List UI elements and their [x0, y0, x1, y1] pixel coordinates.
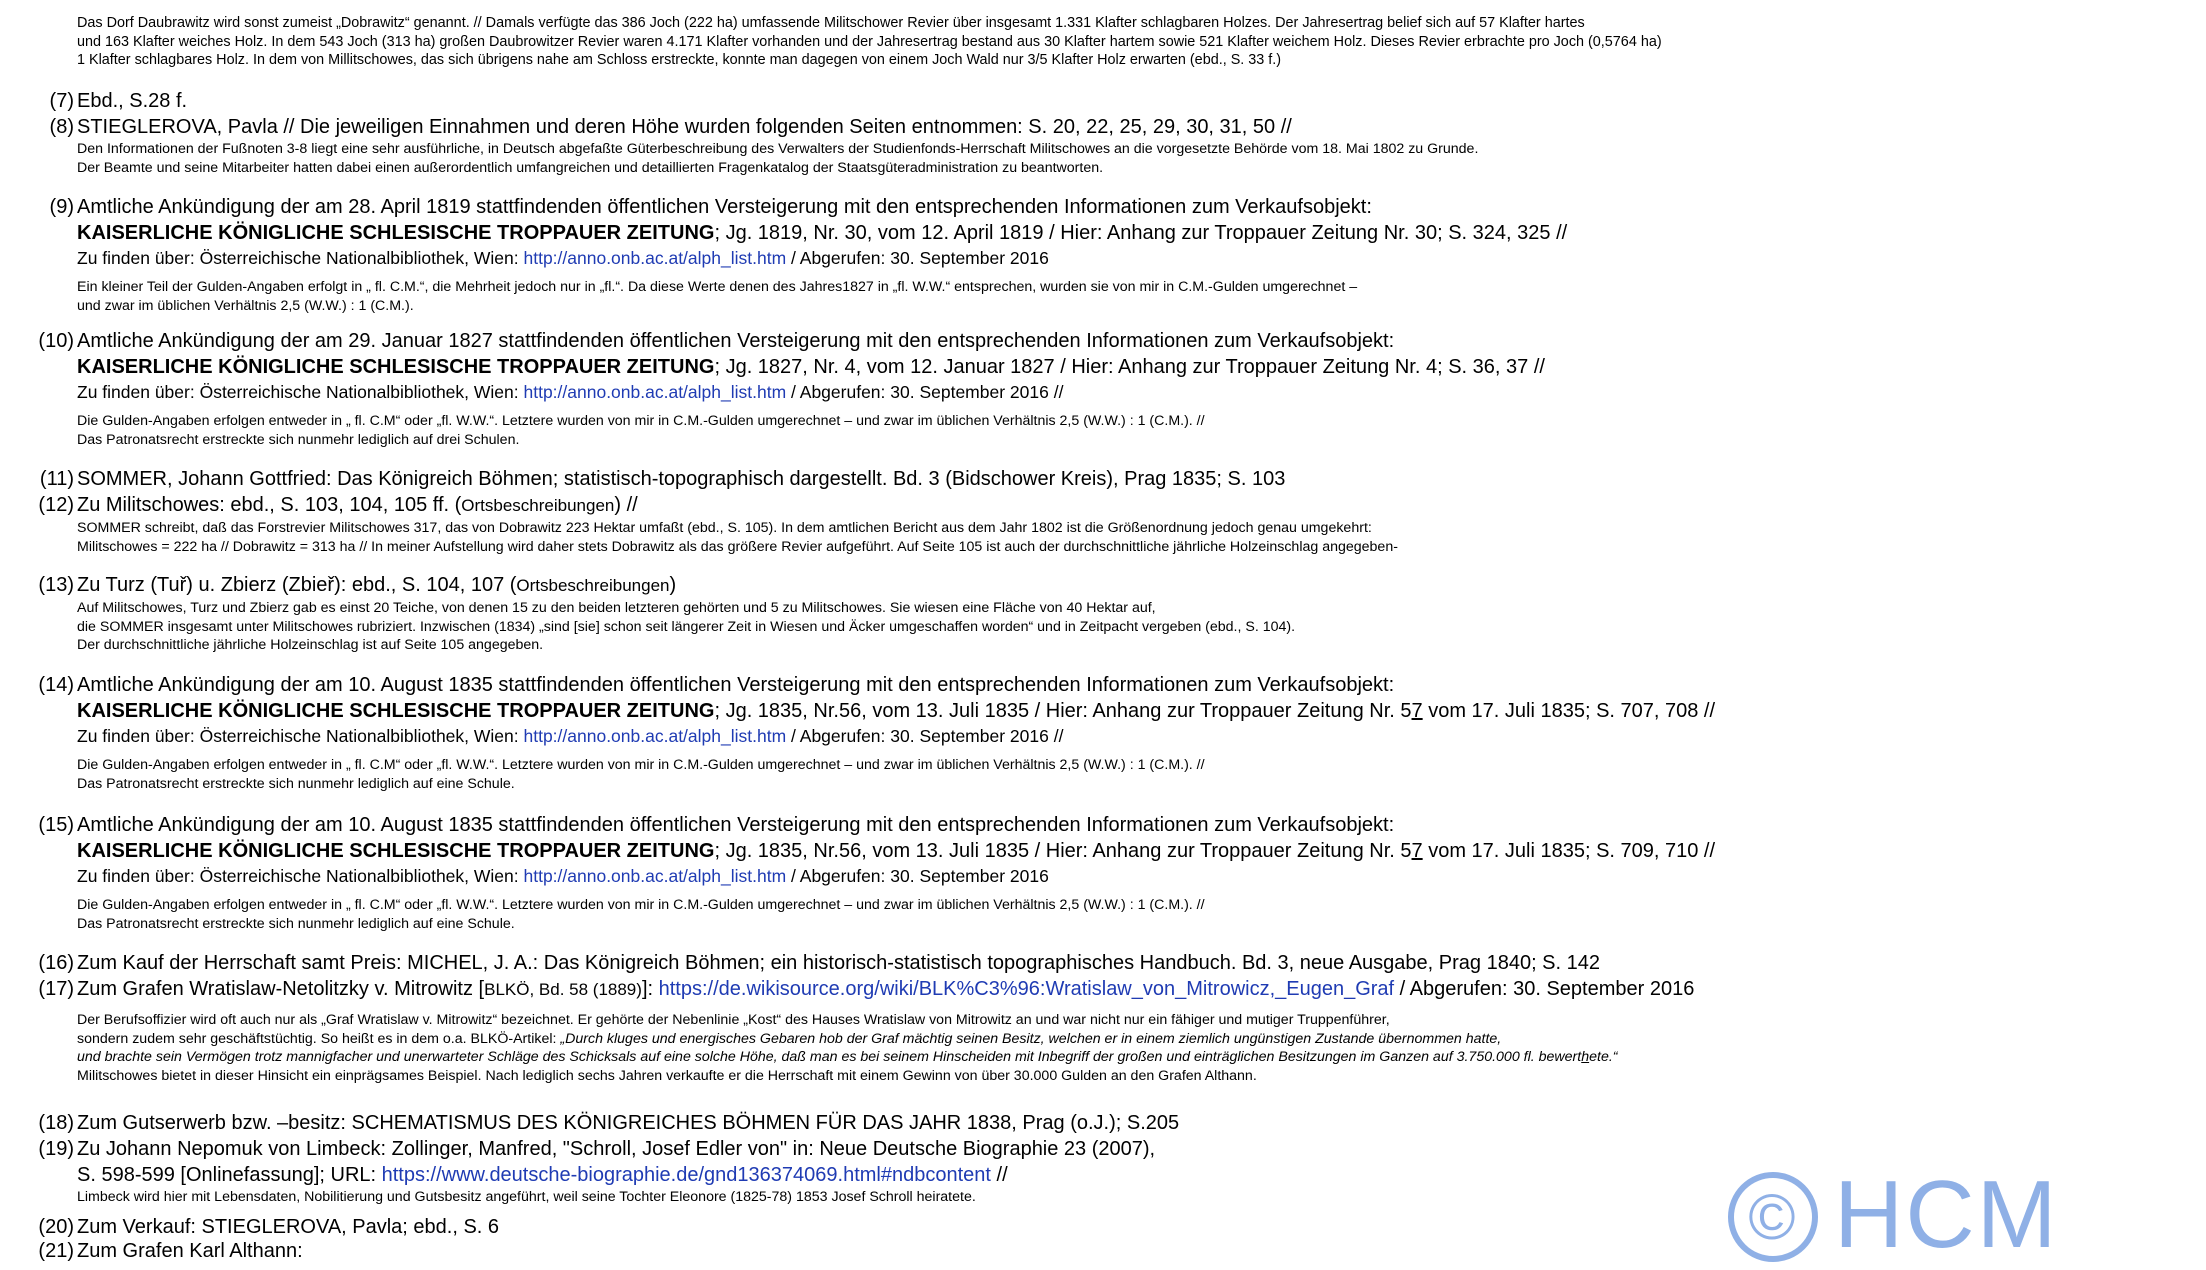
- copyright-icon: ©: [1728, 1172, 1818, 1262]
- anno-link[interactable]: http://anno.onb.ac.at/alph_list.htm: [523, 726, 787, 746]
- footnote-note: Das Patronatsrecht erstreckte sich nunmehr lediglich auf eine Schule.: [77, 915, 515, 932]
- footnote-note: Limbeck wird hier mit Lebensdaten, Nobilitierung und Gutsbesitz angeführt, weil seine Tochter Eleonore (1825-78) 1853 Josef Schroll heiratete.: [77, 1189, 976, 1205]
- footnote-reference: Zu finden über: Österreichische Nationalbibliothek, Wien: http://anno.onb.ac.at/alph_list.htm / Abgerufen: 30. September 2016: [77, 248, 1049, 268]
- footnote-note: und zwar im üblichen Verhältnis 2,5 (W.W.) : 1 (C.M.).: [77, 297, 414, 314]
- footnote-number: (14): [38, 674, 74, 696]
- newspaper-title: KAISERLICHE KÖNIGLICHE SCHLESISCHE TROPPAUER ZEITUNG: [77, 222, 715, 244]
- intro-line: Das Dorf Daubrawitz wird sonst zumeist „Dobrawitz“ genannt. // Damals verfügte das 386 Joch (222 ha) umfassende Militschower Revier über insgesamt 1.331 Klafter schlagbaren Holzes. Der Jahresertrag belief sich auf 57 Klafter hartes: [77, 15, 1585, 31]
- footnote-note: sondern zudem sehr geschäftstüchtig. So heißt es in dem o.a. BLKÖ-Artikel: „Durch kluges und energisches Gebaren hob der Graf mächtig seinen Besitz, welchen er in einem ziemlich ungünstigen Zustande übernommen hatte,: [77, 1030, 1502, 1047]
- footnote-number: (18): [38, 1112, 74, 1134]
- newspaper-title: KAISERLICHE KÖNIGLICHE SCHLESISCHE TROPPAUER ZEITUNG: [77, 700, 715, 722]
- footnote-note: Ein kleiner Teil der Gulden-Angaben erfolgt in „ fl. C.M.“, die Mehrheit jedoch nur in „fl.“. Da diese Werte denen des Jahres1827 in „fl. W.W.“ entsprechen, wurden sie von mir in C.M.-Gulden umgerechnet –: [77, 279, 1358, 295]
- footnote-text: Amtliche Ankündigung der am 10. August 1835 stattfindenden öffentlichen Versteigerung mit den entsprechenden Informationen zum Verkaufsobjekt:: [77, 674, 1395, 696]
- footnote-text: Zum Verkauf: STIEGLEROVA, Pavla; ebd., S. 6: [77, 1216, 500, 1238]
- footnote-number: (19): [38, 1138, 74, 1160]
- anno-link[interactable]: http://anno.onb.ac.at/alph_list.htm: [523, 866, 787, 886]
- copyright-watermark: [1728, 1160, 2059, 1270]
- footnote-number: (12): [38, 494, 74, 516]
- newspaper-title: KAISERLICHE KÖNIGLICHE SCHLESISCHE TROPPAUER ZEITUNG: [77, 356, 715, 378]
- footnote-number: (8): [49, 116, 74, 138]
- footnote-reference: Zu finden über: Österreichische Nationalbibliothek, Wien: http://anno.onb.ac.at/alph_list.htm / Abgerufen: 30. September 2016 //: [77, 382, 1064, 402]
- footnote-note: Der Berufsoffizier wird oft auch nur als „Graf Wratislaw v. Mitrowitz“ bezeichnet. Er gehörte der Nebenlinie „Kost“ des Hauses Wratislaw von Mitrowitz an und war nicht nur ein fähiger und mutiger Truppenführer,: [77, 1012, 1390, 1028]
- footnote-text: Zu Militschowes: ebd., S. 103, 104, 105 ff. (Ortsbeschreibungen) //: [77, 494, 638, 516]
- anno-link[interactable]: http://anno.onb.ac.at/alph_list.htm: [523, 248, 787, 268]
- footnote-number: (7): [49, 90, 74, 112]
- footnote-number: (17): [38, 978, 74, 1000]
- footnote-note: Die Gulden-Angaben erfolgen entweder in „ fl. C.M“ oder „fl. W.W.“. Letztere wurden von mir in C.M.-Gulden umgerechnet – und zwar im üblichen Verhältnis 2,5 (W.W.) : 1 (C.M.). //: [77, 757, 1205, 773]
- footnote-text: Amtliche Ankündigung der am 28. April 1819 stattfindenden öffentlichen Versteigerung mit den entsprechenden Informationen zum Verkaufsobjekt:: [77, 196, 1372, 218]
- footnote-note: Den Informationen der Fußnoten 3-8 liegt eine sehr ausführliche, in Deutsch abgefaßte Güterbeschreibung des Verwalters der Studienfonds-Herrschaft Militschowes an die vorgesetzte Behörde vom 18. Mai 1802 zu Grunde.: [77, 141, 1479, 157]
- footnote-number: (11): [39, 468, 74, 490]
- footnote-number: (10): [38, 330, 74, 352]
- footnote-note: Die Gulden-Angaben erfolgen entweder in „ fl. C.M“ oder „fl. W.W.“. Letztere wurden von mir in C.M.-Gulden umgerechnet – und zwar im üblichen Verhältnis 2,5 (W.W.) : 1 (C.M.). //: [77, 897, 1205, 913]
- footnote-number: (20): [38, 1216, 74, 1238]
- footnote-text: Zum Gutserwerb bzw. –besitz: SCHEMATISMUS DES KÖNIGREICHES BÖHMEN FÜR DAS JAHR 1838, Prag (o.J.); S.205: [77, 1112, 1180, 1134]
- footnote-text: Amtliche Ankündigung der am 10. August 1835 stattfindenden öffentlichen Versteigerung mit den entsprechenden Informationen zum Verkaufsobjekt:: [77, 814, 1395, 836]
- footnote-number: (21): [38, 1240, 74, 1262]
- footnote-reference: Zu finden über: Österreichische Nationalbibliothek, Wien: http://anno.onb.ac.at/alph_list.htm / Abgerufen: 30. September 2016: [77, 866, 1049, 886]
- footnote-note: Militschowes = 222 ha // Dobrawitz = 313 ha // In meiner Aufstellung wird daher stets Dobrawitz als das größere Revier aufgeführt. Auf Seite 105 ist auch der durchschnittliche jährliche Holzeinschlag angegeben-: [77, 538, 1398, 555]
- footnote-note: Der durchschnittliche jährliche Holzeinschlag ist auf Seite 105 angegeben.: [77, 637, 544, 653]
- footnote-text: S. 598-599 [Onlinefassung]; URL: https://www.deutsche-biographie.de/gnd136374069.html#ndbcontent //: [77, 1164, 1008, 1186]
- footnote-note: Die Gulden-Angaben erfolgen entweder in „ fl. C.M“ oder „fl. W.W.“. Letztere wurden von mir in C.M.-Gulden umgerechnet – und zwar im üblichen Verhältnis 2,5 (W.W.) : 1 (C.M.). //: [77, 413, 1205, 429]
- footnote-note: Das Patronatsrecht erstreckte sich nunmehr lediglich auf eine Schule.: [77, 775, 515, 792]
- footnote-text: Zu Turz (Tuř) u. Zbierz (Zbieř): ebd., S. 104, 107 (Ortsbeschreibungen): [77, 574, 677, 596]
- footnote-number: (9): [49, 196, 74, 218]
- footnote-text: STIEGLEROVA, Pavla // Die jeweiligen Einnahmen und deren Höhe wurden folgenden Seiten entnommen: S. 20, 22, 25, 29, 30, 31, 50 //: [77, 116, 1292, 138]
- footnote-note: SOMMER schreibt, daß das Forstrevier Militschowes 317, das von Dobrawitz 223 Hektar umfaßt (ebd., S. 105). In dem amtlichen Bericht aus dem Jahr 1802 ist die Größenordnung jedoch genau umgekehrt:: [77, 520, 1372, 536]
- footnote-text: Ebd., S.28 f.: [77, 90, 188, 112]
- footnote-text: Zu Johann Nepomuk von Limbeck: Zollinger, Manfred, "Schroll, Josef Edler von" in: Neue Deutsche Biographie 23 (2007),: [77, 1138, 1156, 1160]
- footnote-number: (16): [38, 952, 74, 974]
- footnote-note: Der Beamte und seine Mitarbeiter hatten dabei einen außerordentlich umfangreichen und detaillierten Fragenkatalog der Staatsgüteradministration zu beantworten.: [77, 159, 1104, 176]
- footnote-source-line: KAISERLICHE KÖNIGLICHE SCHLESISCHE TROPPAUER ZEITUNG; Jg. 1835, Nr.56, vom 13. Juli 1835 / Hier: Anhang zur Troppauer Zeitung Nr. 57 vom 17. Juli 1835; S. 707, 708 //: [77, 700, 1716, 722]
- footnote-text: Zum Grafen Karl Althann:: [77, 1240, 303, 1262]
- deutsche-biographie-link[interactable]: https://www.deutsche-biographie.de/gnd136374069.html#ndbcontent: [381, 1164, 991, 1186]
- footnote-note: Das Patronatsrecht erstreckte sich nunmehr lediglich auf drei Schulen.: [77, 431, 520, 448]
- footnote-text: SOMMER, Johann Gottfried: Das Königreich Böhmen; statistisch-topographisch dargestellt. Bd. 3 (Bidschower Kreis), Prag 1835; S. 103: [77, 468, 1286, 490]
- newspaper-title: KAISERLICHE KÖNIGLICHE SCHLESISCHE TROPPAUER ZEITUNG: [77, 840, 715, 862]
- intro-line: und 163 Klafter weiches Holz. In dem 543 Joch (313 ha) großen Daubrowitzer Revier waren 4.171 Klafter vorhanden und der Jahresertrag bestand aus 30 Klafter hartem sowie 521 Klafter weichem Holz. Dieses Revier erbrachte pro Joch (0,5764 ha): [77, 33, 1662, 50]
- blko-quote: „Durch kluges und energisches Gebaren hob der Graf mächtig seinen Besitz, welchen er in einem ziemlich ungünstigen Zustande übernommen hatte,: [560, 1030, 1502, 1047]
- footnote-note: [77, 1048, 1694, 1067]
- footnote-text: Zum Grafen Wratislaw-Netolitzky v. Mitrowitz [BLKÖ, Bd. 58 (1889)]: https://de.wikisource.org/wiki/BLK%C3%96:Wratislaw_von_Mitrowicz,_Eugen_Graf / Abgerufen: 30. September 2016: [77, 978, 1695, 1000]
- footnote-source-line: KAISERLICHE KÖNIGLICHE SCHLESISCHE TROPPAUER ZEITUNG; Jg. 1827, Nr. 4, vom 12. Januar 1827 / Hier: Anhang zur Troppauer Zeitung Nr. 4; S. 36, 37 //: [77, 356, 1545, 378]
- wikisource-link[interactable]: https://de.wikisource.org/wiki/BLK%C3%96:Wratislaw_von_Mitrowicz,_Eugen_Graf: [658, 978, 1395, 1000]
- footnote-source-line: KAISERLICHE KÖNIGLICHE SCHLESISCHE TROPPAUER ZEITUNG; Jg. 1835, Nr.56, vom 13. Juli 1835 / Hier: Anhang zur Troppauer Zeitung Nr. 57 vom 17. Juli 1835; S. 709, 710 //: [77, 840, 1716, 862]
- footnote-number: (15): [38, 814, 74, 836]
- footnote-note: Auf Militschowes, Turz und Zbierz gab es einst 20 Teiche, von denen 15 zu den beiden letzteren gehörten und 5 zu Militschowes. Sie wiesen eine Fläche von 40 Hektar auf,: [77, 600, 1156, 616]
- watermark-text: HCM: [1834, 1161, 2059, 1268]
- footnote-reference: Zu finden über: Österreichische Nationalbibliothek, Wien: http://anno.onb.ac.at/alph_list.htm / Abgerufen: 30. September 2016 //: [77, 726, 1064, 746]
- footnote-source-line: KAISERLICHE KÖNIGLICHE SCHLESISCHE TROPPAUER ZEITUNG; Jg. 1819, Nr. 30, vom 12. April 1819 / Hier: Anhang zur Troppauer Zeitung Nr. 30; S. 324, 325 //: [77, 222, 1568, 244]
- footnote-note: die SOMMER insgesamt unter Militschowes rubriziert. Inzwischen (1834) „sind [sie] schon seit längerer Zeit in Wiesen und Äcker umgeschaffen worden“ und in Zeitpacht vergeben (ebd., S. 104).: [77, 618, 1296, 635]
- intro-paragraph: [77, 14, 1662, 70]
- intro-line: 1 Klafter schlagbares Holz. In dem von Millitschowes, das sich übrigens nahe am Schloss erstreckte, konnte man dagegen von einem Joch Wald nur 3/5 Klafter Holz erwarten (ebd., S. 33 f.): [77, 52, 1282, 69]
- footnote-number: (13): [38, 574, 74, 596]
- anno-link[interactable]: http://anno.onb.ac.at/alph_list.htm: [523, 382, 787, 402]
- footnote-text: Zum Kauf der Herrschaft samt Preis: MICHEL, J. A.: Das Königreich Böhmen; ein historisch-statistisch topographisches Handbuch. Bd. 3, neue Ausgabe, Prag 1840; S. 142: [77, 952, 1600, 974]
- footnote-note: Militschowes bietet in dieser Hinsicht ein einprägsames Beispiel. Nach lediglich sechs Jahren verkaufte er die Herrschaft mit einem Gewinn von über 30.000 Gulden an den Grafen Althann.: [77, 1067, 1257, 1084]
- blko-quote: und brachte sein Vermögen trotz mannigfacher und unerwarteter Schläge des Schicksals auf eine solche Höhe, daß man es bei seinem Hinscheiden mit Inbegriff der großen und einträglichen Besitzungen im Ganzen auf 3.750.000 fl. bewerthete.“: [77, 1049, 1618, 1065]
- footnote-text: Amtliche Ankündigung der am 29. Januar 1827 stattfindenden öffentlichen Versteigerung mit den entsprechenden Informationen zum Verkaufsobjekt:: [77, 330, 1395, 352]
